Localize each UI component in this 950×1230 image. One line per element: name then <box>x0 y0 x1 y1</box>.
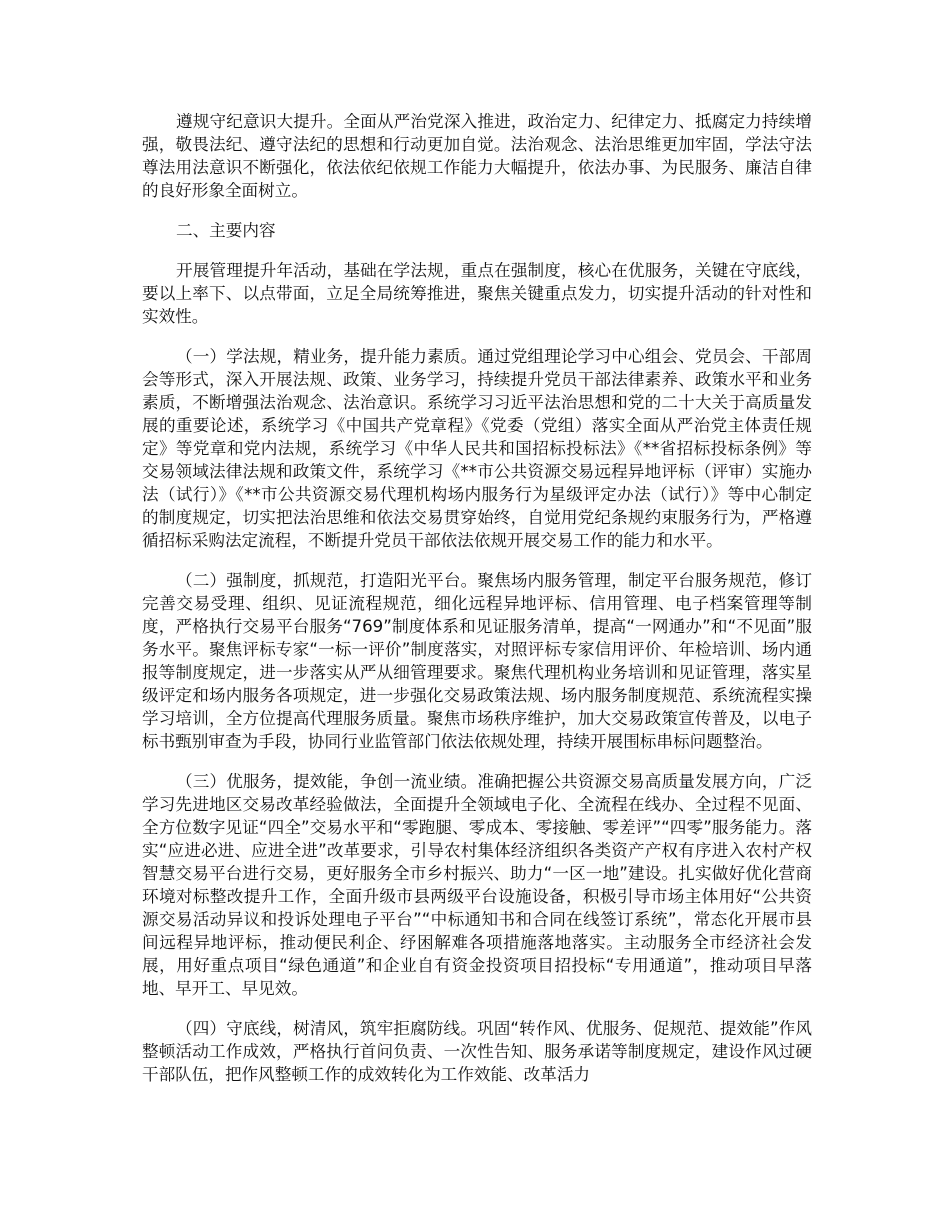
paragraph-intro: 遵规守纪意识大提升。全面从严治党深入推进，政治定力、纪律定力、抵腐定力持续增强，敬畏法纪、遵守法纪的思想和行动更加自觉。法治观念、法治思维更加牢固，学法守法尊法用法意识不断强化，依法依纪依规工作能力大幅提升，依法办事、为民服务、廉洁自律的良好形象全面树立。 <box>142 112 812 200</box>
paragraph-section-3: （三）优服务，提效能，争创一流业绩。准确把握公共资源交易高质量发展方向，广泛学习先进地区交易改革经验做法，全面提升全领域电子化、全流程在线办、全过程不见面、全方位数字见证“四全”交易水平和“零跑腿、零成本、零接触、零差评”“四零”服务能力。落实“应进必进、应进全进”改革要求，引导农村集体经济组织各类资产产权有序进入农村产权智慧交易平台进行交易，更好服务全市乡村振兴、助力“一区一地”建设。扎实做好优化营商环境对标整改提升工作，全面升级市县两级平台设施设备，积极引导市场主体用好“公共资源交易活动异议和投诉处理电子平台”“中标通知书和合同在线签订系统”，常态化开展市县间远程异地评标，推动便民利企、纾困解难各项措施落地落实。主动服务全市经济社会发展，用好重点项目“绿色通道”和企业自有资金投资项目招投标“专用通道”，推动项目早落地、早开工、早见效。 <box>142 772 812 998</box>
paragraph-section-2: （二）强制度，抓规范，打造阳光平台。聚焦场内服务管理，制定平台服务规范，修订完善交易受理、组织、见证流程规范，细化远程异地评标、信用管理、电子档案管理等制度，严格执行交易平台服务“769”制度体系和见证服务清单，提高“一网通办”和“不见面”服务水平。聚焦评标专家“一标一评价”制度落实，对照评标专家信用评价、年检培训、场内通报等制度规定，进一步落实从严从细管理要求。聚焦代理机构业务培训和见证管理，落实星级评定和场内服务各项规定，进一步强化交易政策法规、场内服务制度规范、系统流程实操学习培训，全方位提高代理服务质量。聚焦市场秩序维护，加大交易政策宣传普及，以电子标书甄别审查为手段，协同行业监管部门依法依规处理，持续开展围标串标问题整治。 <box>142 571 812 751</box>
paragraph-overview: 开展管理提升年活动，基础在学法规，重点在强制度，核心在优服务，关键在守底线，要以上率下、以点带面，立足全局统筹推进，聚焦关键重点发力，切实提升活动的针对性和实效性。 <box>142 261 812 326</box>
paragraph-section-1: （一）学法规，精业务，提升能力素质。通过党组理论学习中心组会、党员会、干部周会等形式，深入开展法规、政策、业务学习，持续提升党员干部法律素养、政策水平和业务素质，不断增强法治观念、法治意识。系统学习习近平法治思想和党的二十大关于高质量发展的重要论述，系统学习《中国共产党章程》《党委（党组）落实全面从严治党主体责任规定》等党章和党内法规，系统学习《中华人民共和国招标投标法》《**省招标投标条例》等交易领域法律法规和政策文件，系统学习《**市公共资源交易远程异地评标（评审）实施办法（试行）》《**市公共资源交易代理机构场内服务行为星级评定办法（试行）》等中心制定的制度规定，切实把法治思维和依法交易贯穿始终，自觉用党纪条规约束服务行为，严格遵循招标采购法定流程，不断提升党员干部依法依规开展交易工作的能力和水平。 <box>142 347 812 550</box>
section-heading-main-content: 二、主要内容 <box>176 221 276 240</box>
document-page <box>142 110 812 1086</box>
paragraph-section-4: （四）守底线，树清风，筑牢拒腐防线。巩固“转作风、优服务、促规范、提效能”作风整顿活动工作成效，严格执行首问负责、一次性告知、服务承诺等制度规定，建设作风过硬干部队伍，把作风整顿工作的成效转化为工作效能、改革活力 <box>142 1019 812 1084</box>
